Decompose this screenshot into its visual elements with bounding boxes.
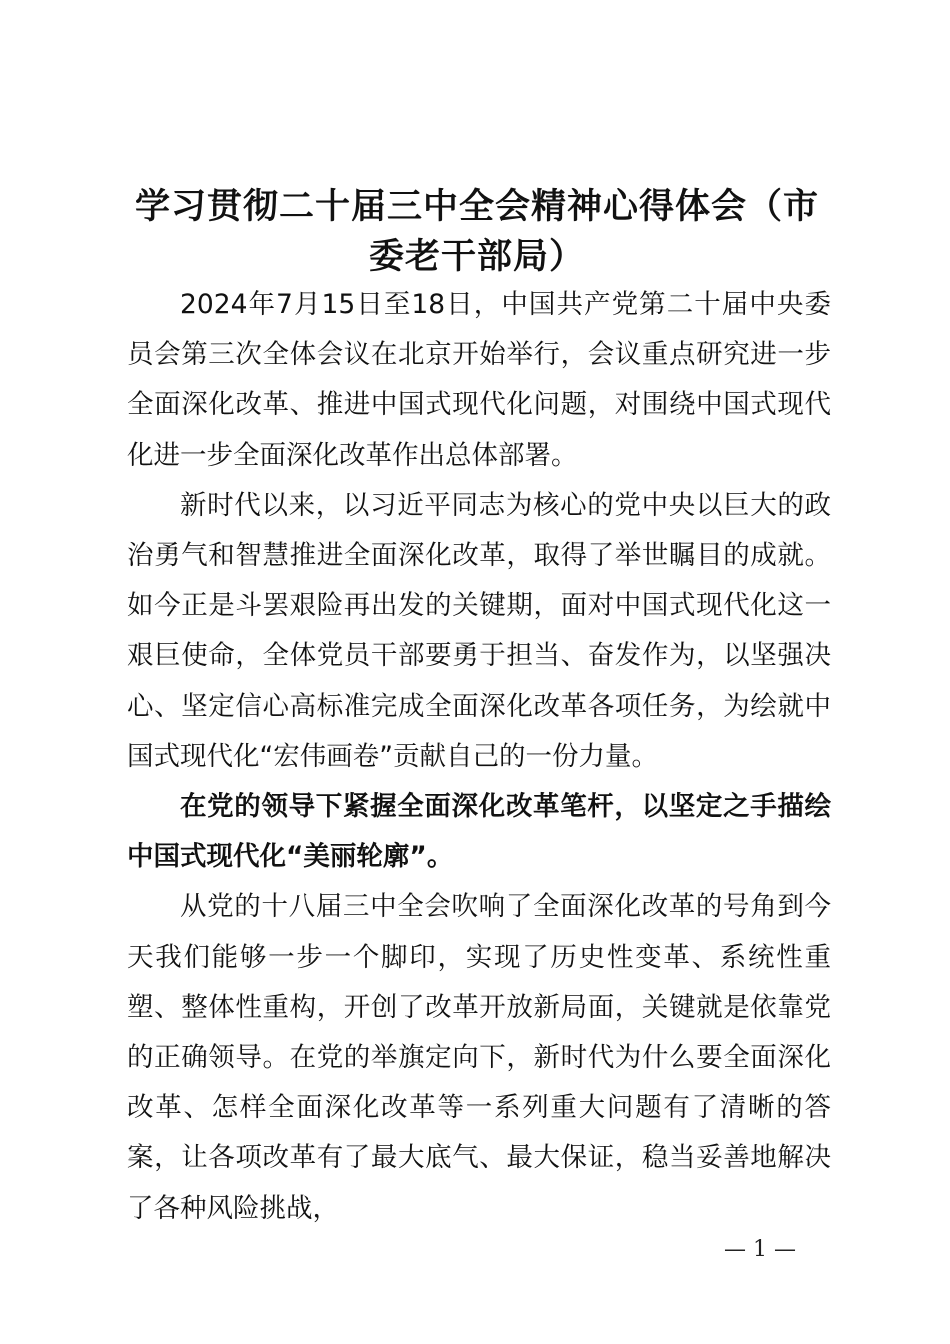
paragraph: 从党的十八届三中全会吹响了全面深化改革的号角到今天我们能够一步一个脚印，实现了历史性变革、系统性重塑、整体性重构，开创了改革开放新局面，关键就是依靠党的正确领导。在党的举旗定向下，新时代为什么要全面深化改革、怎样全面深化改革等一系列重大问题有了清晰的答案，让各项改革有了最大底气、最大保证，稳当妥善地解决了各种风险挑战， bbox=[127, 891, 831, 1224]
paragraph: 新时代以来，以习近平同志为核心的党中央以巨大的政治勇气和智慧推进全面深化改革，取得了举世瞩目的成就。如今正是斗罢艰险再出发的关键期，面对中国式现代化这一艰巨使命，全体党员干部要勇于担当、奋发作为，以坚强决心、坚定信心高标准完成全面深化改革各项任务，为绘就中国式现代化“宏伟画卷”贡献自己的一份力量。 bbox=[127, 489, 831, 772]
document-body bbox=[127, 280, 831, 1234]
paragraph: 2024年7月15日至18日，中国共产党第二十届中央委员会第三次全体会议在北京开始举行，会议重点研究进一步全面深化改革、推进中国式现代化问题，对围绕中国式现代化进一步全面深化改革作出总体部署。 bbox=[127, 289, 831, 471]
section-heading: 在党的领导下紧握全面深化改革笔杆，以坚定之手描绘中国式现代化“美丽轮廓”。 bbox=[127, 791, 831, 873]
page-number: — 1 — bbox=[724, 1237, 796, 1262]
document-title: 学习贯彻二十届三中全会精神心得体会（市委老干部局） bbox=[134, 187, 819, 277]
